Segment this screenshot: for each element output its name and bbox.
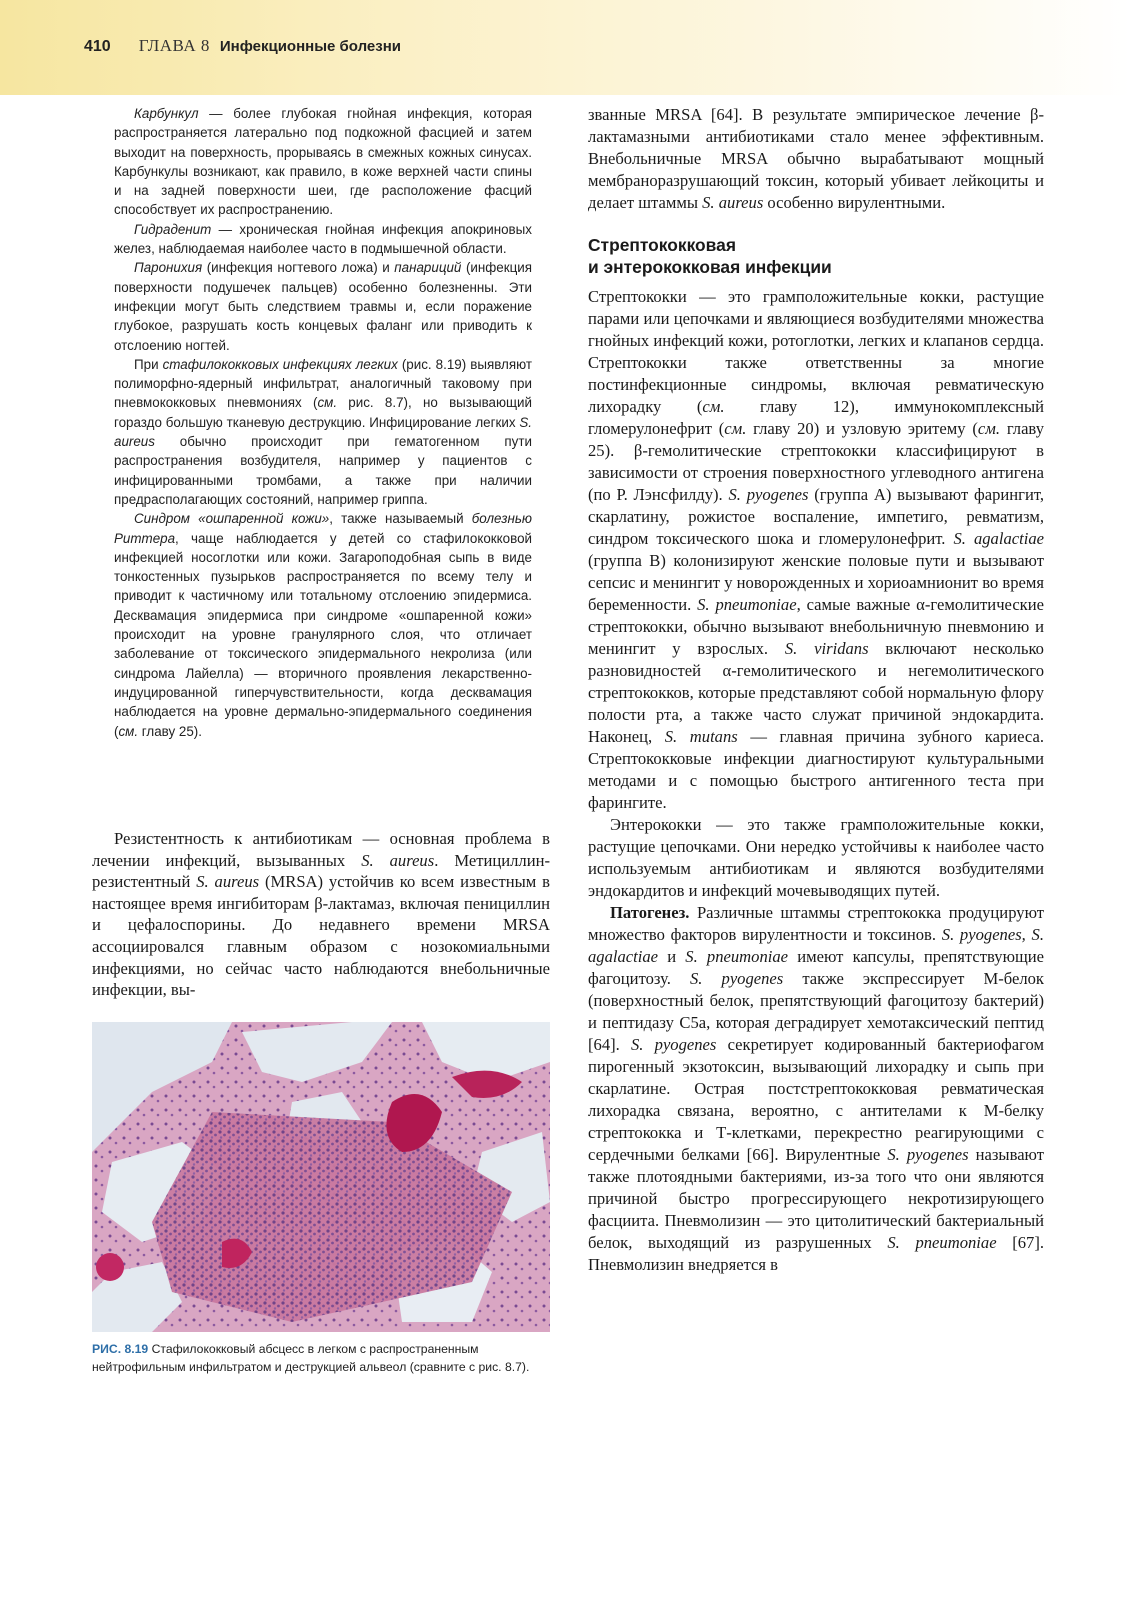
text-path-c: также экспрессирует М-белок (поверхностный белок, препятствующий фагоцитозу бактерий) и пептидазу С5а, которая деградирует хемотаксический пептид [64]. xyxy=(588,969,1044,1054)
text-resistance-c: (MRSA) устойчив ко всем известным в настоящее время ингибиторам β-лактамаз, включая пенициллин и цефалоспорины. До недавнего времени MRSA ассоциировался главным образом с нозокомиальными инфекциями, но сейчас часто наблюдаются внебольничные инфекции, вы- xyxy=(92,872,550,1000)
heading-line-1: Стрептококковая xyxy=(588,235,736,255)
species-s-pneumoniae: S. pneumoniae xyxy=(887,1233,997,1252)
paragraph-staph-lung xyxy=(114,355,532,509)
term-staph-lung: стафилококковых инфекциях легких xyxy=(162,356,398,372)
see-ref: см. xyxy=(702,397,725,416)
text-path-a: Различные штаммы стрептококка продуцируют множество факторов вирулентности и токсинов. xyxy=(588,903,1044,944)
text-path-e: называют также плотоядными бактериями, из-за того что они являются причиной быстро прогрессирующего некротизирующего фасциита. Пневмолизин — это цитолитический бактериальный белок, выходящий из разрушенных xyxy=(588,1145,1044,1252)
text-staph-c: рис. 8.7), но вызывающий гораздо большую тканевую деструкцию. Инфицирование легких xyxy=(114,395,532,430)
species-s-aureus: S. aureus xyxy=(114,414,532,450)
figure-label: РИС. 8.19 xyxy=(92,1342,149,1356)
text-staph-a: При xyxy=(134,356,163,372)
text-path-and: и xyxy=(658,947,686,966)
species-s-pneumoniae: S. pneumoniae xyxy=(697,595,797,614)
right-column xyxy=(588,104,1044,1276)
see-ref: см. xyxy=(724,419,747,438)
paragraph-resistance xyxy=(92,828,550,1001)
species-s-mutans: S. mutans xyxy=(664,727,738,746)
text-strep-i: — главная причина зубного кариеса. Стрептококковые инфекции диагностируют культуральными методами и с помощью быстрого антигенного теста при фарингите. xyxy=(588,727,1044,812)
pathogenesis-label: Патогенез. xyxy=(610,903,690,922)
species-s-pyogenes: S. pyogenes xyxy=(631,1035,717,1054)
text-path-f: [67]. Пневмолизин внедряется в xyxy=(588,1233,1044,1274)
text-strep-f: (группа B) колонизируют женские половые пути и вызывают сепсис и менингит у новорожденных и хориоамнионит во время беременности. xyxy=(588,551,1044,614)
paragraph-ssss xyxy=(114,509,532,741)
micrograph-figure xyxy=(92,1022,550,1332)
text-strep-h: включают несколько разновидностей α-гемолитического и негемолитического стрептококков, которые представляют собой нормальную флору полости рта, а также часто служат причиной эндокардита. Наконец, xyxy=(588,639,1044,746)
term-carbuncle: Карбункул xyxy=(134,106,199,121)
left-column-small-text xyxy=(114,104,532,741)
text-staph-b: (рис. 8.19) выявляют полиморфно-ядерный инфильтрат, аналогичный таковому при пневмококковых пневмониях ( xyxy=(114,356,532,411)
chapter-title: Инфекционные болезни xyxy=(219,38,401,55)
species-s-viridans: S. viridans xyxy=(784,639,869,658)
see-ref: см. xyxy=(118,723,139,739)
paragraph-mrsa-cont xyxy=(588,104,1044,214)
species-s-pyogenes: S. pyogenes xyxy=(728,485,809,504)
text-ssss-a: , также называемый xyxy=(329,511,472,527)
paragraph-paronychia xyxy=(114,258,532,354)
text-path-d: секретирует кодированный бактериофагом пирогенный экзотоксин, вызывающий лихорадку и сыпь при скарлатине. Острая постстрептококковая ревматическая лихорадка связана, вероятно, с антителами к М-белку стрептококка и Т-клетками, перекрестно реагирующими с сердечными белками [66]. Вирулентные xyxy=(588,1035,1044,1164)
text-strep-c: главу 20) и узловую эритему ( xyxy=(746,419,978,438)
species-s-pneumoniae: S. pneumoniae xyxy=(685,947,789,966)
figure-caption-text: Стафилококковый абсцесс в легком с распространенным нейтрофильным инфильтратом и деструкцией альвеол (сравните с рис. 8.7). xyxy=(92,1342,530,1375)
term-panaritium: панариций xyxy=(394,260,462,276)
species-s-pyogenes: S. pyogenes xyxy=(887,1145,969,1164)
text-carbuncle: — более глубокая гнойная инфекция, которая распространяется латерально под подкожной фасцией и затем выходит на поверхность, прорываясь в смежных кожных синусах. Карбункулы возникают, как правило, в коже верхней части спины и на задней поверхности шеи, где расположение фасций способствует их распространению. xyxy=(114,106,532,218)
species-list: S. pyogenes, S. agalactiae xyxy=(588,925,1044,966)
paragraph-hidradenitis xyxy=(114,220,532,259)
figure-caption xyxy=(92,1340,550,1377)
species-s-aureus: S. aureus xyxy=(702,193,764,212)
text-resistance-a: Резистентность к антибиотикам — основная проблема в лечении инфекций, вызыванных xyxy=(92,829,550,870)
text-strep-g: , самые важные α-гемолитические стрептококки, обычно вызывают внебольничную пневмонию и менингит у взрослых. xyxy=(588,595,1044,658)
micrograph-image xyxy=(92,1022,550,1332)
paragraph-streptococci xyxy=(588,286,1044,814)
term-ssss: Синдром «ошпаренной кожи» xyxy=(134,511,330,527)
species-s-aureus: S. aureus xyxy=(196,872,260,892)
text-path-b: имеют капсулы, препятствующие фагоцитозу. xyxy=(588,947,1044,988)
chapter-label: ГЛАВА 8 xyxy=(138,36,210,55)
heading-line-2: и энтерококковая инфекции xyxy=(588,257,832,277)
text-mrsa-b: особенно вирулентными. xyxy=(763,193,946,212)
text-resistance-b: . Метициллин-резистентный xyxy=(92,850,550,892)
text-staph-d: обычно происходит при гематогенном пути распространения возбудителя, например у пациентов с инфицированными тромбами, а также при наличии предрасполагающих состояний, например гриппа. xyxy=(114,434,532,507)
text-paronychia-a: (инфекция ногтевого ложа) и xyxy=(202,260,395,276)
paragraph-pathogenesis xyxy=(588,902,1044,1276)
section-heading xyxy=(588,234,1044,278)
see-ref: см. xyxy=(977,419,1001,438)
paragraph-enterococci: Энтерококки — это также грамположительные кокки, растущие цепочками. Они нередко устойчивы к наиболее часто используемым антибиотикам и являются возбудителями эндокардитов и инфекций мочевыводящих путей. xyxy=(588,815,1044,900)
text-ssss-c: главу 25). xyxy=(138,723,202,739)
text-paronychia-b: (инфекция поверхности подушечек пальцев) особенно болезненны. Эти инфекции могут быть следствием травмы и, если поражение глубокое, разрушать кость концевых фаланг или приводить к отслоению ногтей. xyxy=(114,260,533,353)
text-hidradenitis: — хроническая гнойная инфекция апокриновых желез, наблюдаемая наиболее часто в подмышечной области. xyxy=(114,221,532,257)
species-s-agalactiae: S. agalactiae xyxy=(953,529,1045,548)
term-hidradenitis: Гидраденит xyxy=(134,221,212,237)
species-s-aureus: S. aureus xyxy=(361,850,435,870)
text-strep-e: (группа A) вызывают фарингит, скарлатину, рожистое воспаление, импетиго, ревматизм, синдром токсического шока и гломерулонефрит. xyxy=(588,485,1044,548)
text-mrsa-a: званные MRSA [64]. В результате эмпирическое лечение β-лактамазными антибиотиками стало менее эффективным. Внебольничные MRSA обычно вырабатывают мощный мембраноразрушающий токсин, который убивает лейкоциты и делает штаммы xyxy=(588,105,1044,212)
term-paronychia: Паронихия xyxy=(134,260,203,276)
page-number: 410 xyxy=(84,38,111,55)
text-strep-b: главу 12), иммунокомплексный гломерулонефрит ( xyxy=(588,397,1044,438)
see-ref: см. xyxy=(317,395,338,411)
text-strep-a: Стрептококки — это грамположительные кокки, растущие парами или цепочками и являющиеся возбудителями множества гнойных инфекций кожи, ротоглотки, легких и клапанов сердца. Стрептококки также ответственны за многие постинфекционные синдромы, включая ревматическую лихорадку ( xyxy=(588,287,1044,416)
term-ritter: болезнью Риттера xyxy=(114,511,533,546)
left-column-main-text xyxy=(92,828,550,1001)
paragraph-carbuncle xyxy=(114,104,532,220)
running-head xyxy=(84,36,401,60)
text-ssss-b: , чаще наблюдается у детей со стафилококковой инфекцией носоглотки или кожи. Загароподобная сыпь в виде тонкостенных пузырьков распространяется по всему телу и приводит к частичному или тотальному отслоению эпидермиса. Десквамация эпидермиса при синдроме «ошпаренной кожи» происходит на уровне гранулярного слоя, что отличает заболевание от токсического эпидермального некролиза (или синдрома Лайелла) — вторичного проявления лекарственно-индуцированной гиперчувствительности, когда десквамация наблюдается на уровне дермально-эпидермального соединения ( xyxy=(114,530,532,739)
text-strep-d: главу 25). β-гемолитические стрептококки классифицируют в зависимости от строения поверхностного углеводного антигена (по Р. Лэнсфилду). xyxy=(588,419,1044,504)
species-s-pyogenes: S. pyogenes xyxy=(689,969,784,988)
